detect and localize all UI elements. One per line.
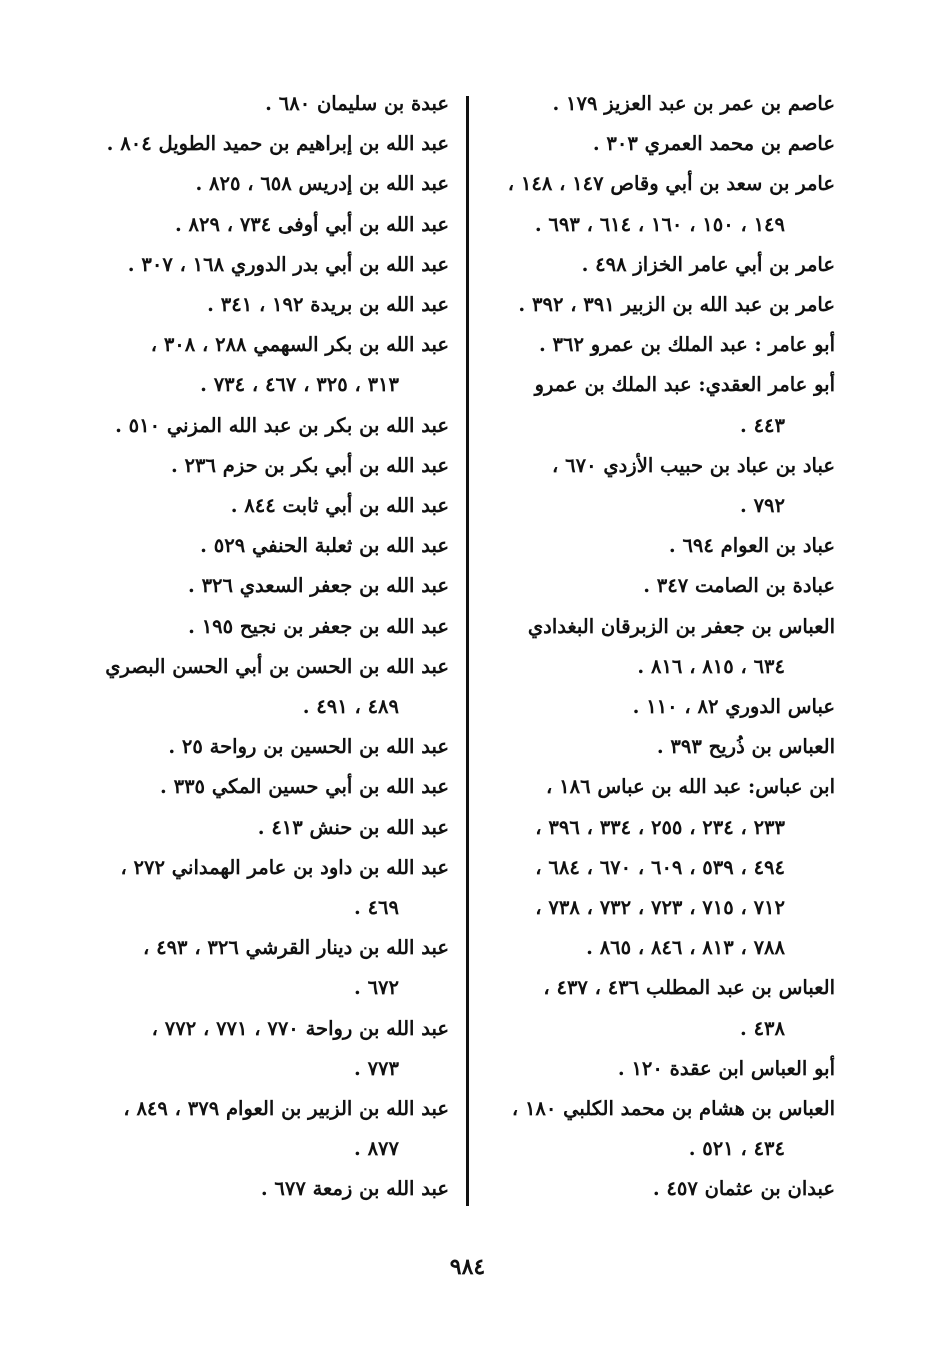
- index-entry: [482, 687, 835, 727]
- index-entry: [96, 566, 449, 606]
- index-entry: [96, 808, 449, 848]
- index-entry-continuation: ٤٤٣ .: [740, 413, 785, 437]
- index-entry-line: عبد الله بن أبي ثابت ٨٤٤ .: [230, 494, 449, 518]
- index-entry-line: عبد الله بن جعفر بن نجيح ١٩٥ .: [188, 614, 449, 638]
- index-entry: [96, 1169, 449, 1209]
- index-entry: [482, 968, 835, 1048]
- index-entry-line: ابن عباس: عبد الله بن عباس ١٨٦ ،: [546, 775, 835, 799]
- index-entry-line: عبد الله بن بريدة ١٩٢ ، ٣٤١ .: [207, 293, 449, 317]
- index-entry: [96, 928, 449, 1008]
- index-entry-line: عبد الله بن بكر بن عبد الله المزني ٥١٠ .: [115, 413, 449, 437]
- index-entry-line: عامر بن أبي عامر الخزاز ٤٩٨ .: [581, 252, 835, 276]
- index-entry: [96, 1089, 449, 1169]
- index-entry-line: العباس بن عبد المطلب ٤٣٦ ، ٤٣٧ ،: [543, 976, 835, 1000]
- index-entry-continuation: ٤٩٤ ، ٥٣٩ ، ٦٠٩ ، ٦٧٠ ، ٦٨٤ ،: [535, 855, 785, 879]
- index-entry: [482, 124, 835, 164]
- index-entry: [96, 848, 449, 928]
- index-entry: [96, 406, 449, 446]
- index-entry-continuation: ٨٧٧ .: [354, 1137, 399, 1161]
- index-entry-line: عبدة بن سليمان ٦٨٠ .: [265, 92, 449, 115]
- index-entry-line: عاصم بن عمر بن عبد العزيز ١٧٩ .: [552, 92, 835, 115]
- index-entry: [482, 1049, 835, 1089]
- index-entry: [96, 164, 449, 204]
- index-entry-line: العباس بن هشام بن محمد الكلبي ١٨٠ ،: [511, 1097, 835, 1121]
- index-entry-continuation: ٧٧٣ .: [354, 1056, 399, 1080]
- index-entry-continuation: ٣١٣ ، ٣٢٥ ، ٤٦٧ ، ٧٣٤ .: [200, 373, 399, 397]
- index-entry: [482, 446, 835, 526]
- index-entry-line: عبدان بن عثمان ٤٥٧ .: [652, 1177, 835, 1201]
- index-entry: [482, 84, 835, 124]
- index-entry-line: عبد الله بن أبي بكر بن حزم ٢٣٦ .: [170, 453, 449, 477]
- index-entry-line: عبد الله بن الزبير بن العوام ٣٧٩ ، ٨٤٩ ،: [123, 1097, 449, 1121]
- index-entry: [482, 285, 835, 325]
- index-entry-line: عبد الله بن جعفر السعدي ٣٢٦ .: [188, 574, 449, 598]
- index-entry-line: عبد الله بن زمعة ٦٧٧ .: [260, 1177, 449, 1201]
- index-entry: [96, 727, 449, 767]
- index-entry: [96, 124, 449, 164]
- index-entry-line: عبد الله بن الحسين بن رواحة ٢٥ .: [168, 735, 449, 759]
- index-entry: [96, 767, 449, 807]
- index-entry-line: عامر بن سعد بن أبي وقاص ١٤٧ ، ١٤٨ ،: [507, 172, 835, 196]
- index-entry-line: العباس بن ذُريح ٣٩٣ .: [656, 735, 835, 759]
- index-entry: [96, 245, 449, 285]
- index-entry-line: أبو عامر العقدي: عبد الملك بن عمرو: [534, 373, 835, 397]
- index-entry-continuation: ٢٣٣ ، ٢٣٤ ، ٢٥٥ ، ٣٣٤ ، ٣٩٦ ،: [535, 815, 785, 839]
- index-entry: [96, 325, 449, 405]
- index-entry-continuation: ٤٣٤ ، ٥٢١ .: [688, 1137, 785, 1161]
- index-entry-line: أبو العباس ابن عقدة ١٢٠ .: [617, 1056, 835, 1080]
- index-entry-continuation: ٦٣٤ ، ٨١٥ ، ٨١٦ .: [637, 654, 785, 678]
- index-entry: [96, 205, 449, 245]
- index-entry-line: عبادة بن الصامت ٣٤٧ .: [643, 574, 835, 598]
- left-column: [96, 84, 449, 1210]
- index-entry-line: عبد الله بن ثعلبة الحنفي ٥٢٩ .: [200, 534, 449, 558]
- index-entry-line: عبد الله بن أبي حسين المكي ٣٣٥ .: [160, 775, 449, 799]
- index-entry: [96, 285, 449, 325]
- index-entry-line: عاصم بن محمد العمري ٣٠٣ .: [592, 132, 835, 156]
- index-entry: [482, 164, 835, 244]
- index-entry: [482, 325, 835, 365]
- index-entry-line: عبد الله بن أبي بدر الدوري ١٦٨ ، ٣٠٧ .: [127, 252, 449, 276]
- index-entry-line: عبد الله بن رواحة ٧٧٠ ، ٧٧١ ، ٧٧٢ ،: [151, 1016, 449, 1040]
- index-entry-continuation: ٤٦٩ .: [354, 896, 399, 920]
- index-entry-line: عبد الله بن دينار القرشي ٣٢٦ ، ٤٩٣ ،: [143, 936, 449, 960]
- index-entry: [96, 526, 449, 566]
- index-entry-line: عامر بن عبد الله بن الزبير ٣٩١ ، ٣٩٢ .: [518, 293, 835, 317]
- index-entry-line: عباد بن العوام ٦٩٤ .: [668, 534, 835, 558]
- index-entry: [482, 1089, 835, 1169]
- index-entry: [482, 365, 835, 445]
- index-entry: [482, 566, 835, 606]
- index-entry-continuation: ٧١٢ ، ٧١٥ ، ٧٢٣ ، ٧٣٢ ، ٧٣٨ ،: [535, 896, 785, 920]
- index-entry: [482, 526, 835, 566]
- index-entry: [482, 727, 835, 767]
- index-entry-continuation: ١٤٩ ، ١٥٠ ، ١٦٠ ، ٦١٤ ، ٦٩٣ .: [534, 212, 785, 236]
- index-entry-line: عبد الله بن الحسن بن أبي الحسن البصري: [105, 654, 449, 678]
- index-entry: [96, 84, 449, 124]
- index-entry: [96, 647, 449, 727]
- page-number: ٩٨٤: [449, 1254, 486, 1280]
- right-column: [482, 84, 835, 1210]
- index-entry: [96, 1009, 449, 1089]
- index-entry-continuation: ٧٨٨ ، ٨١٣ ، ٨٤٦ ، ٨٦٥ .: [586, 936, 785, 960]
- index-entry-line: العباس بن جعفر بن الزبرقان البغدادي: [527, 614, 835, 638]
- index-entry-continuation: ٤٣٨ .: [740, 1016, 785, 1040]
- index-entry: [482, 1169, 835, 1209]
- index-entry: [96, 486, 449, 526]
- index-entry: [482, 767, 835, 968]
- index-entry: [482, 245, 835, 285]
- index-entry-line: عبد الله بن حنش ٤١٣ .: [257, 815, 449, 839]
- index-entry-line: عبد الله بن إبراهيم بن حميد الطويل ٨٠٤ .: [106, 132, 449, 156]
- index-entry-line: عباس الدوري ٨٢ ، ١١٠ .: [632, 695, 835, 719]
- index-entry: [96, 607, 449, 647]
- index-entry-line: عبد الله بن إدريس ٦٥٨ ، ٨٢٥ .: [195, 172, 449, 196]
- index-entry-line: عباد بن عباد بن حبيب الأزدي ٦٧٠ ،: [552, 453, 835, 477]
- index-entry-line: عبد الله بن أبي أوفى ٧٣٤ ، ٨٢٩ .: [174, 212, 449, 236]
- index-entry-line: أبو عامر : عبد الملك بن عمرو ٣٦٢ .: [538, 333, 835, 357]
- index-entry-continuation: ٦٧٢ .: [354, 976, 399, 1000]
- index-entry-line: عبد الله بن داود بن عامر الهمداني ٢٧٢ ،: [120, 855, 449, 879]
- index-entry: [96, 446, 449, 486]
- index-entry-continuation: ٤٨٩ ، ٤٩١ .: [302, 695, 399, 719]
- index-entry-line: عبد الله بن بكر السهمي ٢٨٨ ، ٣٠٨ ،: [150, 333, 449, 357]
- index-entry: [482, 607, 835, 687]
- column-divider: [466, 96, 469, 1206]
- index-entry-continuation: ٧٩٢ .: [740, 494, 785, 518]
